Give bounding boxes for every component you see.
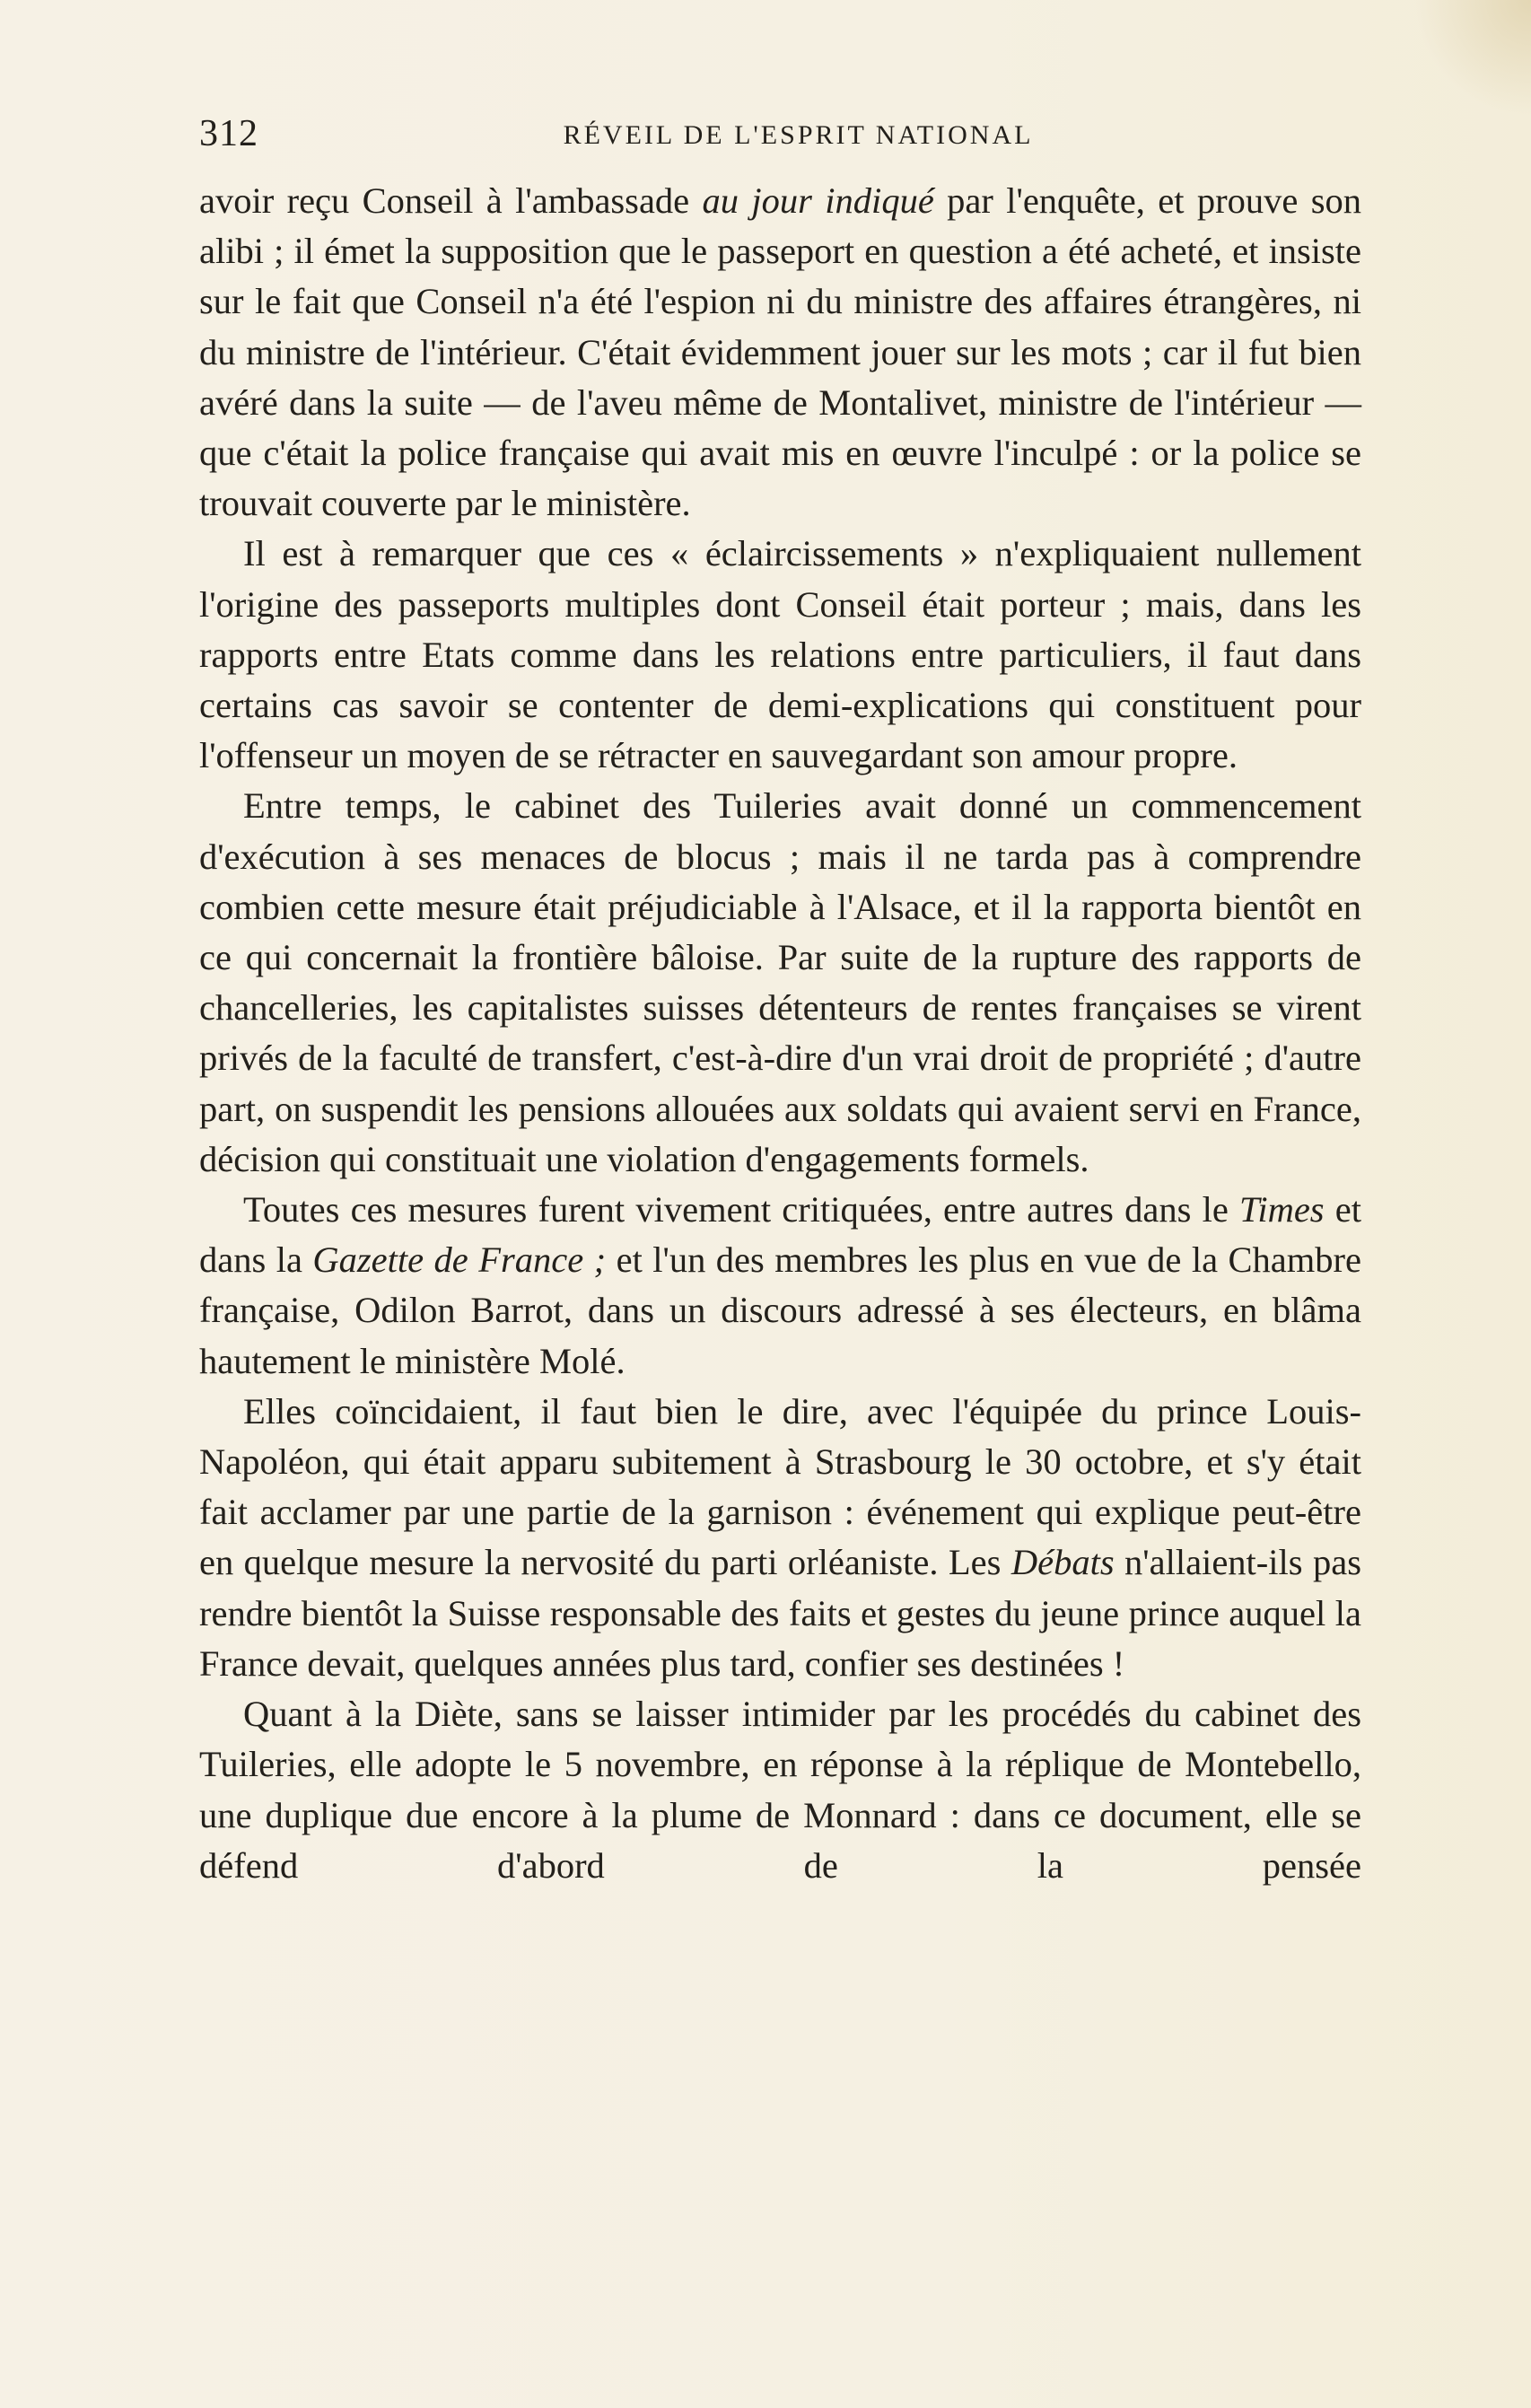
text-run: Elles coïncidaient, il faut bien le dire, avec l'équipée du prince Louis-Napoléon, qui était apparu subitement à Strasbourg le 30 octobre, et s'y était fait acclamer par une partie de la garnison : événement qui explique peut-être en quelque mesure la nervosité du parti orléaniste. Les [199, 1390, 1361, 1583]
running-title: RÉVEIL DE L'ESPRIT NATIONAL [563, 120, 1034, 150]
italic-phrase: au jour indiqué [702, 180, 934, 221]
paragraph-5 [199, 1387, 1361, 1689]
paragraph-2: Il est à remarquer que ces « éclaircissements » n'expliquaient nullement l'origine des passeports multiples dont Conseil était porteur ; mais, dans les rapports entre Etats comme dans les relations entre particuliers, il faut dans certains cas savoir se contenter de demi-explications qui constituent pour l'offenseur un moyen de se rétracter en sauvegardant son amour propre. [199, 533, 1361, 776]
text-run: par l'enquête, et prouve son alibi ; il émet la supposition que le passeport en question a été acheté, et insiste sur le fait que Conseil n'a été l'espion ni du ministre des affaires étrangères, ni du ministre de l'intérieur. C'était évidemment jouer sur les mots ; car il fut bien avéré dans la suite — de l'aveu même de Montalivet, ministre de l'intérieur — que c'était la police française qui avait mis en œuvre l'inculpé : or la police se trouvait couverte par le ministère. [199, 180, 1361, 524]
running-header [199, 111, 1361, 156]
text-run: Toutes ces mesures furent vivement critiquées, entre autres dans le [243, 1189, 1240, 1230]
paragraph-1 [199, 176, 1361, 529]
italic-title-gazette: Gazette de France ; [312, 1239, 607, 1281]
italic-title-times: Times [1239, 1189, 1325, 1230]
paragraph-6: Quant à la Diète, sans se laisser intimider par les procédés du cabinet des Tuileries, elle adopte le 5 novembre, en réponse à la réplique de Montebello, une duplique due encore à la plume de Monnard : dans ce document, elle se défend d'abord de la pensée [199, 1694, 1361, 1886]
italic-title-debats: Débats [1010, 1542, 1115, 1583]
paragraph-4 [199, 1185, 1361, 1387]
text-run: et dans la [199, 1189, 1362, 1281]
body-text [199, 176, 1361, 1891]
text-run: n'allaient-ils pas rendre bientôt la Suisse responsable des faits et gestes du jeune prince auquel la France devait, quelques années plus tard, confier ses destinées ! [199, 1542, 1361, 1684]
text-run: avoir reçu Conseil à l'ambassade [199, 180, 703, 221]
text-run: et l'un des membres les plus en vue de la Chambre française, Odilon Barrot, dans un discours adressé à ses électeurs, en blâma hautement le ministère Molé. [199, 1239, 1361, 1381]
page-number: 312 [199, 113, 258, 154]
paragraph-3: Entre temps, le cabinet des Tuileries avait donné un commencement d'exécution à ses menaces de blocus ; mais il ne tarda pas à comprendre combien cette mesure était préjudiciable à l'Alsace, et il la rapporta bientôt en ce qui concernait la frontière bâloise. Par suite de la rupture des rapports de chancelleries, les capitalistes suisses détenteurs de rentes françaises se virent privés de la faculté de transfert, c'est-à-dire d'un vrai droit de propriété ; d'autre part, on suspendit les pensions allouées aux soldats qui avaient servi en France, décision qui constituait une violation d'engagements formels. [199, 785, 1361, 1179]
page-corner-shading [1414, 0, 1531, 117]
